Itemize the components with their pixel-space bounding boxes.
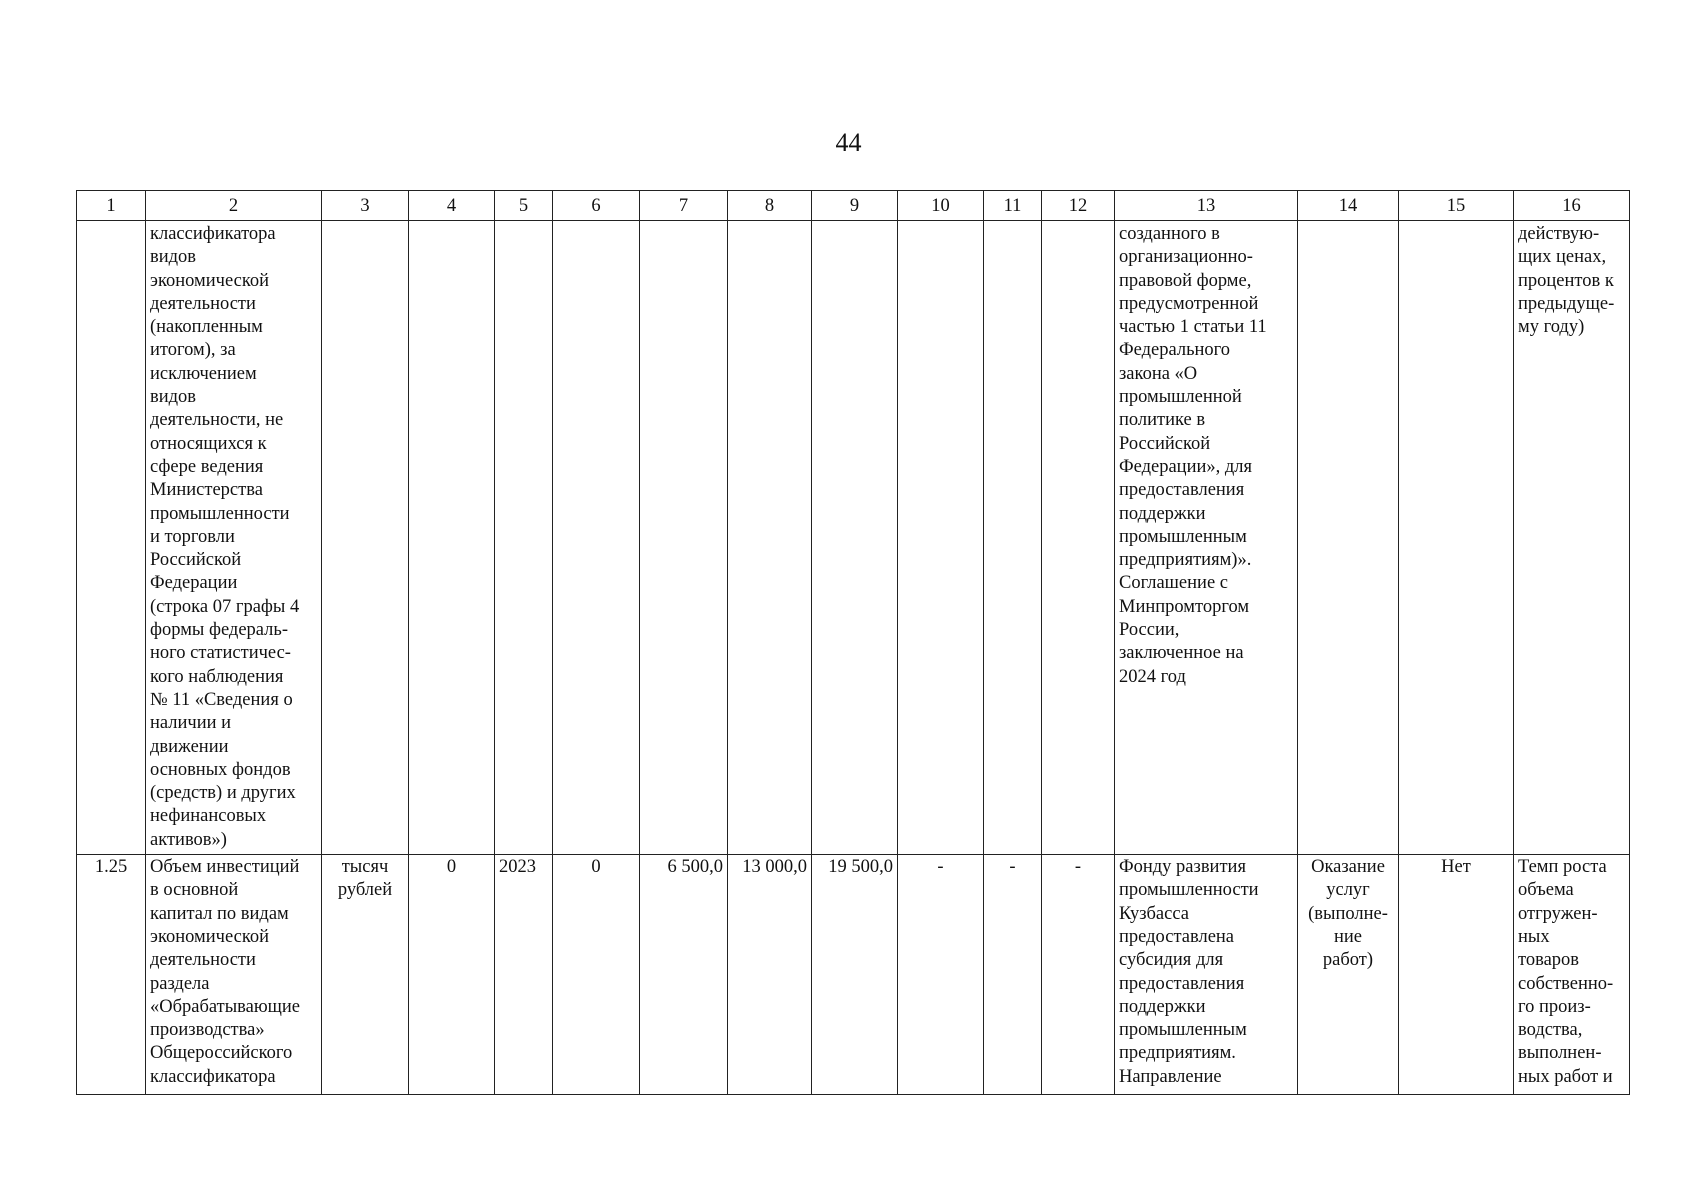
table-row-1-25 bbox=[77, 855, 1630, 1095]
cell-unit bbox=[322, 221, 409, 855]
column-number-2: 2 bbox=[146, 191, 322, 221]
column-number-12: 12 bbox=[1042, 191, 1115, 221]
cell-number bbox=[77, 221, 146, 855]
cell-indicator-name: классификатора видов экономической деятельности (накопленным итогом), за исключением видов деятельности, не относящихся к сфере ведения Министерства промышленности и торговли Российской Федерации (строка 07 графы 4 формы федераль- ного статистичес- кого наблюдения № 11 «Сведения о наличии и движении основных фондов (средств) и других нефинансовых активов») bbox=[146, 221, 322, 855]
column-number-5: 5 bbox=[495, 191, 553, 221]
column-number-4: 4 bbox=[409, 191, 495, 221]
table-row-continuation bbox=[77, 221, 1630, 855]
cell-col-15 bbox=[1399, 221, 1514, 855]
column-number-15: 15 bbox=[1399, 191, 1514, 221]
cell-col-13: созданного в организационно- правовой форме, предусмотренной частью 1 статьи 11 Федерального закона «О промышленной политике в Российской Федерации», для предоставления поддержки промышленным предприятиям)». Соглашение с Минпромторгом России, заключенное на 2024 год bbox=[1115, 221, 1298, 855]
column-number-10: 10 bbox=[898, 191, 984, 221]
cell-col-4 bbox=[409, 221, 495, 855]
column-number-9: 9 bbox=[812, 191, 898, 221]
column-number-3: 3 bbox=[322, 191, 409, 221]
cell-col-12 bbox=[1042, 221, 1115, 855]
cell-number: 1.25 bbox=[77, 855, 146, 1095]
cell-col-6 bbox=[553, 221, 640, 855]
cell-col-7 bbox=[640, 221, 728, 855]
data-table bbox=[76, 190, 1630, 1095]
cell-col-11: - bbox=[984, 855, 1042, 1095]
cell-col-10 bbox=[898, 221, 984, 855]
cell-col-12: - bbox=[1042, 855, 1115, 1095]
cell-col-9 bbox=[812, 221, 898, 855]
cell-col-8 bbox=[728, 221, 812, 855]
cell-col-5 bbox=[495, 221, 553, 855]
cell-col-6: 0 bbox=[553, 855, 640, 1095]
cell-col-7: 6 500,0 bbox=[640, 855, 728, 1095]
column-number-7: 7 bbox=[640, 191, 728, 221]
column-number-13: 13 bbox=[1115, 191, 1298, 221]
cell-col-14: Оказание услуг (выполне- ние работ) bbox=[1298, 855, 1399, 1095]
cell-indicator-name: Объем инвестиций в основной капитал по видам экономической деятельности раздела «Обрабатывающие производства» Общероссийского классификатора bbox=[146, 855, 322, 1095]
cell-col-11 bbox=[984, 221, 1042, 855]
cell-col-4: 0 bbox=[409, 855, 495, 1095]
cell-col-5: 2023 bbox=[495, 855, 553, 1095]
cell-col-10: - bbox=[898, 855, 984, 1095]
cell-col-9: 19 500,0 bbox=[812, 855, 898, 1095]
column-number-11: 11 bbox=[984, 191, 1042, 221]
column-number-1: 1 bbox=[77, 191, 146, 221]
column-number-14: 14 bbox=[1298, 191, 1399, 221]
cell-col-13: Фонду развития промышленности Кузбасса предоставлена субсидия для предоставления поддержки промышленным предприятиям. Направление bbox=[1115, 855, 1298, 1095]
cell-unit: тысяч рублей bbox=[322, 855, 409, 1095]
column-number-row bbox=[77, 191, 1630, 221]
column-number-6: 6 bbox=[553, 191, 640, 221]
page-number: 44 bbox=[835, 128, 862, 157]
cell-col-16: действую- щих ценах, процентов к предыдуще- му году) bbox=[1514, 221, 1630, 855]
column-number-8: 8 bbox=[728, 191, 812, 221]
cell-col-14 bbox=[1298, 221, 1399, 855]
cell-col-15: Нет bbox=[1399, 855, 1514, 1095]
cell-col-8: 13 000,0 bbox=[728, 855, 812, 1095]
cell-col-16: Темп роста объема отгружен- ных товаров собственно- го произ- водства, выполнен- ных работ и bbox=[1514, 855, 1630, 1095]
column-number-16: 16 bbox=[1514, 191, 1630, 221]
